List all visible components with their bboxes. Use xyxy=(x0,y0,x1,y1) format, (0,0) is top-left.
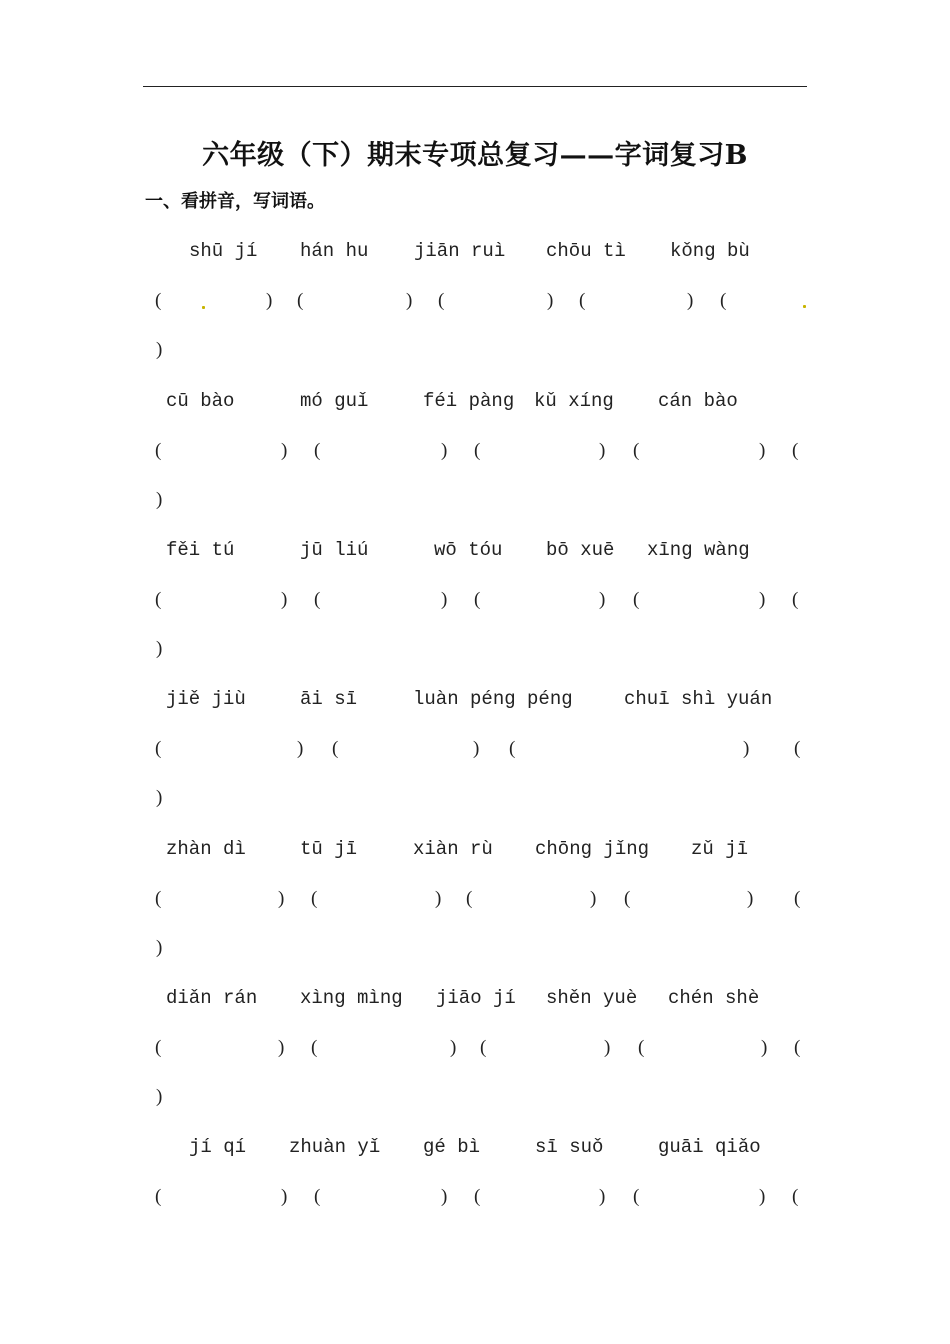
answer-bracket-open: ( xyxy=(314,589,321,610)
answer-bracket-close: ) xyxy=(441,440,448,461)
pinyin-item: jiāo jí xyxy=(436,987,516,1009)
pinyin-item: chōu tì xyxy=(546,240,626,262)
pinyin-item: shěn yuè xyxy=(546,987,638,1009)
answer-bracket-open: ( xyxy=(794,738,801,759)
pinyin-item: āi sī xyxy=(300,688,358,710)
answer-bracket-close: ) xyxy=(450,1037,457,1058)
answer-bracket-open: ( xyxy=(792,589,799,610)
answer-bracket-open: ( xyxy=(155,290,162,311)
answer-bracket-close: ) xyxy=(441,589,448,610)
answer-bracket-open: ( xyxy=(480,1037,487,1058)
pinyin-item: sī suǒ xyxy=(535,1136,604,1158)
pinyin-item: cán bào xyxy=(658,390,738,412)
answer-bracket-open: ( xyxy=(720,290,727,311)
pinyin-item: luàn péng péng xyxy=(413,688,573,710)
answer-bracket-close: ) xyxy=(435,888,442,909)
pinyin-item: kǒng bù xyxy=(670,240,750,262)
answer-bracket-close: ) xyxy=(281,589,288,610)
answer-bracket-open: ( xyxy=(792,440,799,461)
pinyin-item: bō xuē xyxy=(546,539,615,561)
pinyin-item: chén shè xyxy=(668,987,760,1009)
answer-bracket-open: ( xyxy=(509,738,516,759)
answer-bracket-open: ( xyxy=(624,888,631,909)
pinyin-item: mó guǐ xyxy=(300,390,369,412)
answer-bracket-close: ) xyxy=(759,440,766,461)
answer-bracket-close: ) xyxy=(687,290,694,311)
answer-bracket-close: ) xyxy=(604,1037,611,1058)
answer-bracket-open: ( xyxy=(311,1037,318,1058)
pinyin-item: fěi tú xyxy=(166,539,235,561)
pinyin-item: jū liú xyxy=(300,539,369,561)
pinyin-item: féi pàng xyxy=(423,390,515,412)
answer-bracket-open: ( xyxy=(638,1037,645,1058)
pinyin-item: zhàn dì xyxy=(166,838,246,860)
section-heading: 一、看拼音，写词语。 xyxy=(145,191,325,212)
answer-bracket-open: ( xyxy=(438,290,445,311)
answer-bracket-close: ) xyxy=(406,290,413,311)
answer-bracket-close: ) xyxy=(761,1037,768,1058)
answer-bracket-close: ) xyxy=(743,738,750,759)
pinyin-item: kǔ xíng xyxy=(534,390,614,412)
answer-bracket-close: ) xyxy=(547,290,554,311)
pinyin-item: jí qí xyxy=(189,1136,247,1158)
pinyin-item: guāi qiǎo xyxy=(658,1136,761,1158)
pinyin-item: wō tóu xyxy=(434,539,503,561)
answer-bracket-close: ) xyxy=(266,290,273,311)
pinyin-item: xiàn rù xyxy=(413,838,493,860)
answer-bracket-open: ( xyxy=(314,440,321,461)
page-title: 六年级（下）期末专项总复习——字词复习B xyxy=(202,140,748,171)
answer-bracket-close: ) xyxy=(297,738,304,759)
pinyin-item: xìng mìng xyxy=(300,987,403,1009)
answer-bracket-close: ) xyxy=(590,888,597,909)
answer-bracket-close: ) xyxy=(599,1186,606,1207)
answer-bracket-close: ) xyxy=(156,787,163,808)
answer-bracket-open: ( xyxy=(792,1186,799,1207)
answer-bracket-close: ) xyxy=(156,937,163,958)
pinyin-item: chōng jǐng xyxy=(535,838,650,860)
answer-bracket-open: ( xyxy=(332,738,339,759)
answer-bracket-open: ( xyxy=(633,440,640,461)
pinyin-item: chuī shì yuán xyxy=(624,688,773,710)
stray-mark xyxy=(202,306,205,309)
pinyin-item: zhuàn yǐ xyxy=(289,1136,381,1158)
answer-bracket-close: ) xyxy=(281,1186,288,1207)
answer-bracket-close: ) xyxy=(759,1186,766,1207)
answer-bracket-close: ) xyxy=(156,1086,163,1107)
answer-bracket-close: ) xyxy=(281,440,288,461)
answer-bracket-open: ( xyxy=(314,1186,321,1207)
answer-bracket-open: ( xyxy=(155,1037,162,1058)
answer-bracket-open: ( xyxy=(155,738,162,759)
answer-bracket-close: ) xyxy=(599,589,606,610)
answer-bracket-close: ) xyxy=(759,589,766,610)
pinyin-item: cū bào xyxy=(166,390,235,412)
answer-bracket-open: ( xyxy=(155,888,162,909)
pinyin-item: tū jī xyxy=(300,838,358,860)
answer-bracket-open: ( xyxy=(155,440,162,461)
header-rule xyxy=(143,86,807,87)
pinyin-item: hán hu xyxy=(300,240,369,262)
answer-bracket-open: ( xyxy=(474,589,481,610)
answer-bracket-open: ( xyxy=(155,589,162,610)
stray-mark xyxy=(803,305,806,308)
answer-bracket-open: ( xyxy=(311,888,318,909)
pinyin-item: zǔ jī xyxy=(691,838,749,860)
pinyin-item: xīng wàng xyxy=(647,539,750,561)
answer-bracket-open: ( xyxy=(579,290,586,311)
answer-bracket-open: ( xyxy=(466,888,473,909)
answer-bracket-open: ( xyxy=(794,888,801,909)
pinyin-item: jiān ruì xyxy=(414,240,506,262)
pinyin-item: diǎn rán xyxy=(166,987,258,1009)
answer-bracket-open: ( xyxy=(794,1037,801,1058)
answer-bracket-close: ) xyxy=(278,888,285,909)
answer-bracket-open: ( xyxy=(155,1186,162,1207)
answer-bracket-close: ) xyxy=(156,638,163,659)
answer-bracket-close: ) xyxy=(441,1186,448,1207)
answer-bracket-close: ) xyxy=(278,1037,285,1058)
answer-bracket-open: ( xyxy=(633,1186,640,1207)
answer-bracket-open: ( xyxy=(297,290,304,311)
answer-bracket-open: ( xyxy=(633,589,640,610)
answer-bracket-open: ( xyxy=(474,1186,481,1207)
answer-bracket-close: ) xyxy=(599,440,606,461)
answer-bracket-close: ) xyxy=(473,738,480,759)
pinyin-item: jiě jiù xyxy=(166,688,246,710)
answer-bracket-close: ) xyxy=(156,339,163,360)
answer-bracket-close: ) xyxy=(156,489,163,510)
answer-bracket-close: ) xyxy=(747,888,754,909)
answer-bracket-open: ( xyxy=(474,440,481,461)
pinyin-item: shū jí xyxy=(189,240,258,262)
pinyin-item: gé bì xyxy=(423,1136,481,1158)
